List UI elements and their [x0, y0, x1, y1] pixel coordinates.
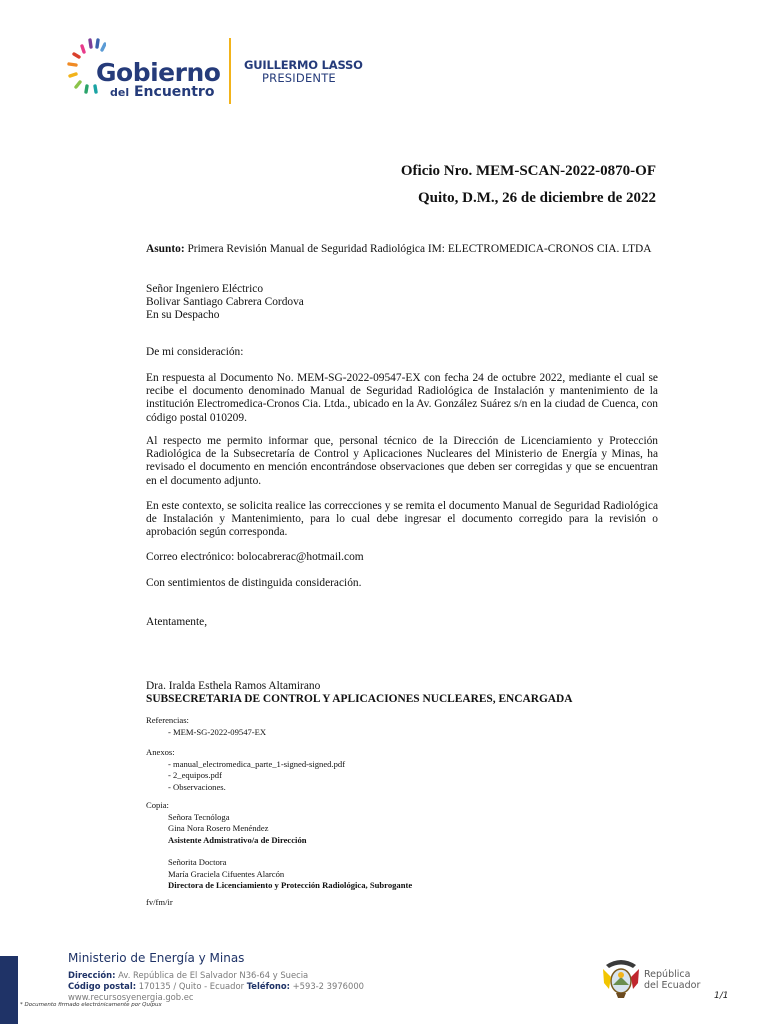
copy-label: Copia:	[146, 800, 169, 810]
closing-line: Con sentimientos de distinguida consideración.	[146, 577, 362, 589]
email-line: Correo electrónico: bolocabrerac@hotmail.com	[146, 551, 364, 563]
footer-website[interactable]: www.recursosyenergia.gob.ec	[68, 992, 194, 1002]
republica-ecuador	[644, 970, 700, 991]
recipient-office: En su Despacho	[146, 309, 220, 322]
footer-address-label: Dirección:	[68, 970, 116, 980]
republica-line-2: del Ecuador	[644, 979, 701, 991]
oficio-number: Oficio Nro. MEM-SCAN-2022-0870-OF	[400, 163, 656, 179]
footer-side-bar	[0, 956, 18, 1024]
footer-address-value: Av. República de El Salvador N36-64 y Suecia	[115, 970, 309, 980]
recipient-name: Bolivar Santiago Cabrera Cordova	[146, 296, 304, 309]
footer-phone-value: +593-2 3976000	[290, 981, 364, 991]
copy-recipient-title: Señora Tecnóloga	[168, 811, 230, 822]
signer-block	[146, 680, 658, 706]
annexes-block	[146, 747, 658, 793]
regards-line: Atentamente,	[146, 616, 208, 628]
copy-block	[146, 800, 658, 892]
footer-ministry: Ministerio de Energía y Minas	[68, 951, 245, 965]
signer-name: Dra. Iralda Esthela Ramos Altamirano	[146, 680, 321, 692]
footer-postal	[68, 981, 364, 991]
logo-subtitle-del: del	[110, 86, 130, 99]
footer-address	[68, 970, 308, 980]
annex-item: - 2_equipos.pdf	[168, 770, 222, 780]
republica-line-1: República	[644, 969, 691, 980]
document-date: Quito, D.M., 26 de diciembre de 2022	[417, 190, 656, 206]
ecuador-coat-of-arms-icon	[600, 955, 642, 1001]
copy-recipient-name: María Graciela Cifuentes Alarcón	[168, 868, 285, 879]
subject-line	[146, 243, 658, 256]
reference-item: - MEM-SG-2022-09547-EX	[168, 726, 267, 737]
copy-recipient-1	[146, 812, 658, 847]
annex-item: - Observaciones.	[168, 781, 226, 792]
footer-phone-label: Teléfono:	[246, 981, 290, 991]
copy-recipient-2	[146, 857, 658, 892]
footer-postal-label: Código postal:	[68, 981, 137, 991]
copy-recipient-role: Asistente Admistrativo/a de Dirección	[168, 834, 307, 845]
logo-subtitle	[110, 84, 214, 100]
signer-title: SUBSECRETARIA DE CONTROL Y APLICACIONES NUCLEARES, ENCARGADA	[146, 693, 573, 706]
annexes-label: Anexos:	[146, 747, 175, 757]
copy-recipient-role: Directora de Licenciamiento y Protección Radiológica, Subrogante	[168, 880, 413, 890]
logo-divider	[229, 38, 231, 104]
subject-label: Asunto:	[146, 243, 185, 255]
recipient-block	[146, 283, 658, 323]
president-name: GUILLERMO LASSO	[244, 58, 363, 72]
president-title: PRESIDENTE	[262, 71, 336, 85]
references-label: Referencias:	[146, 715, 189, 725]
logo-title: Gobierno	[96, 58, 221, 87]
footer-signature-note: * Documento firmado electrónicamente por Quipux	[20, 1002, 162, 1008]
paragraph-1: En respuesta al Documento No. MEM-SG-2022-09547-EX con fecha 24 de octubre 2022, mediante el cual se recibe el documento denominado Manual de Seguridad Radiológica de Instalación y mantenimiento de la institución Electromedica-Cronos Cia. Ltda., ubicado en la Av. González Suárez s/n en la ciudad de Cuenca, con código postal 010209.	[146, 372, 658, 424]
references-block	[146, 715, 658, 738]
annex-item: - manual_electromedica_parte_1-signed-signed.pdf	[168, 758, 346, 769]
footer-postal-value: 170135 / Quito - Ecuador	[136, 981, 247, 991]
initials: fv/fm/ir	[146, 897, 173, 907]
page-number: 1/1	[714, 991, 729, 1001]
recipient-title: Señor Ingeniero Eléctrico	[146, 283, 264, 295]
paragraph-3: En este contexto, se solicita realice las correcciones y se remita el documento Manual de Seguridad Radiológica de Instalación y Mantenimiento, para lo cual debe ingresar el documento corregido para la revisión o aprobación según corresponda.	[146, 500, 658, 539]
subject-text: Primera Revisión Manual de Seguridad Radiológica IM: ELECTROMEDICA-CRONOS CIA. LTDA	[184, 243, 652, 255]
greeting: De mi consideración:	[146, 346, 244, 358]
paragraph-2: Al respecto me permito informar que, personal técnico de la Dirección de Licenciamiento y Protección Radiológica de la Subsecretaría de Control y Aplicaciones Nucleares del Ministerio de Energía y Minas, ha revisado el documento en mención encontrándose observaciones que deben ser corregidas y que se encuentran en el documento adjunto.	[146, 435, 658, 487]
logo-subtitle-main: Encuentro	[133, 84, 215, 100]
copy-recipient-name: Gina Nora Rosero Menéndez	[168, 823, 269, 833]
copy-recipient-title: Señorita Doctora	[168, 857, 227, 867]
